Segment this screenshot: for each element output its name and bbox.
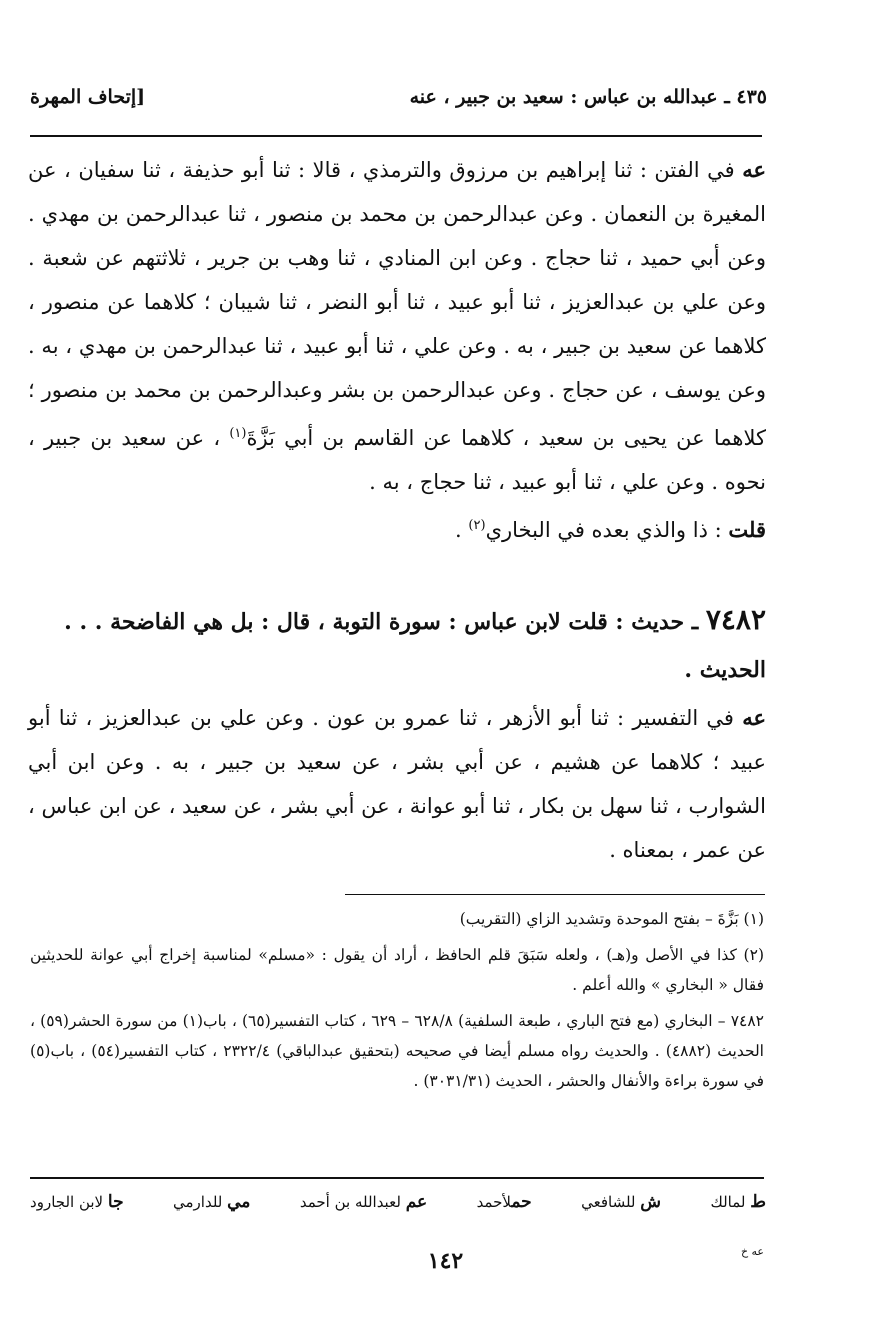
header-divider <box>30 135 762 137</box>
hadith-number: ٧٤٨٢ <box>705 603 766 636</box>
hadith-source-codes: عه خ <box>740 1245 764 1258</box>
book-title: [إتحاف المهرة <box>30 86 146 108</box>
abbreviation-item <box>477 1192 532 1228</box>
footnote-2: (٢) كذا في الأصل و(هـ) ، ولعله سَبَقَ قلم الحافظ ، أراد أن يقول : «مسلم» لمناسبة إخراج أبي عوانة للحديثين فقال « البخاري » والله أعلم . <box>30 946 764 994</box>
paragraph-1 <box>28 148 766 504</box>
abbreviation-item <box>30 1192 124 1228</box>
paragraph-2 <box>28 696 766 872</box>
note-lead: قلت <box>728 517 766 542</box>
source-siglum: عه <box>742 705 766 730</box>
paragraph-text-continued: ، عن سعيد بن جبير ، نحوه . وعن علي ، ثنا أبو عبيد ، ثنا حجاج ، به . <box>28 426 766 494</box>
abbreviations-key <box>30 1192 766 1228</box>
abbreviation-item <box>581 1192 661 1228</box>
abbreviation-code: ش <box>640 1192 662 1212</box>
main-text-block-2 <box>28 696 766 872</box>
chapter-title: ٤٣٥ ـ عبدالله بن عباس : سعيد بن جبير ، عنه <box>409 86 767 108</box>
footnotes <box>30 904 764 1102</box>
abbreviation-item <box>173 1192 250 1228</box>
footnote-1: (١) بَزَّةَ – بفتح الموحدة وتشديد الزاي (التقريب) <box>459 910 764 928</box>
main-text-block-1 <box>28 148 766 552</box>
hadith-heading-text: ـ حديث : قلت لابن عباس : سورة التوبة ، قال : بل هي الفاضحة . . . <box>64 609 699 635</box>
abbreviation-name: لأحمد <box>476 1193 512 1211</box>
source-siglum: عه <box>742 157 766 182</box>
abbreviation-name: لمالك <box>710 1193 746 1211</box>
note-text: : ذا والذي بعده في البخاري <box>485 518 722 542</box>
hadith-heading-line-1 <box>28 600 766 642</box>
page-number: ١٤٢ <box>427 1248 464 1274</box>
abbreviation-code: جا <box>107 1192 124 1212</box>
abbreviation-item <box>300 1192 427 1228</box>
abbreviation-name: للشافعي <box>581 1193 636 1211</box>
footnote-divider <box>345 894 765 895</box>
abbreviation-code: حم <box>511 1192 532 1212</box>
abbreviation-name: لعبدالله بن أحمد <box>299 1193 401 1211</box>
abbreviation-code: مي <box>227 1192 251 1212</box>
footnote-marker-1: (١) <box>229 426 247 441</box>
abbreviations-divider <box>30 1177 764 1179</box>
abbreviation-item <box>710 1192 766 1228</box>
footnote-marker-2: (٢) <box>468 518 486 533</box>
note-end: . <box>455 518 462 542</box>
abbreviation-name: للدارمي <box>173 1193 223 1211</box>
hadith-heading-line-2: الحديث . <box>684 657 766 683</box>
abbreviation-code: ط <box>750 1192 766 1212</box>
footnote-3: ٧٤٨٢ – البخاري (مع فتح الباري ، طبعة السلفية) ٦٢٨/٨ – ٦٢٩ ، كتاب التفسير(٦٥) ، باب(١) من سورة الحشر(٥٩) ، الحديث (٤٨٨٢) . والحديث رواه مسلم أيضا في صحيحه (بتحقيق عبدالباقي) ٢٣٢٢/٤ ، كتاب التفسير(٥٤) ، باب(٥) في سورة براءة والأنفال والحشر ، الحديث (٣٠٣١/٣١) . <box>30 1012 764 1090</box>
paragraph-text: في الفتن : ثنا إبراهيم بن مرزوق والترمذي ، قالا : ثنا أبو حذيفة ، ثنا سفيان ، عن المغيرة بن النعمان . وعن عبدالرحمن بن محمد بن منصور ، ثنا عبدالرحمن بن مهدي . وعن أبي حميد ، ثنا حجاج . وعن ابن المنادي ، ثنا وهب بن جرير ، ثلاثتهم عن شعبة . وعن علي بن عبدالعزيز ، ثنا أبو عبيد ، ثنا أبو النضر ، ثنا شيبان ؛ كلاهما عن منصور ، كلاهما عن سعيد بن جبير ، به . وعن علي ، ثنا أبو عبيد ، ثنا عبدالرحمن بن مهدي ، به . وعن يوسف ، عن حجاج . وعن عبدالرحمن بن بشر وعبدالرحمن بن محمد بن منصور ؛ كلاهما عن يحيى بن سعيد ، كلاهما عن القاسم بن أبي بَزَّةَ <box>28 158 766 450</box>
abbreviation-code: عم <box>405 1192 428 1212</box>
running-header <box>30 86 767 122</box>
note-paragraph <box>28 504 766 552</box>
paragraph-text: في التفسير : ثنا أبو الأزهر ، ثنا عمرو بن عون . وعن علي بن عبدالعزيز ، ثنا أبو عبيد ؛ كلاهما عن هشيم ، عن أبي بشر ، عن سعيد بن جبير ، به . وعن ابن أبي الشوارب ، ثنا سهل بن بكار ، ثنا أبو عوانة ، عن أبي بشر ، عن سعيد ، عن ابن عباس ، عن عمر ، بمعناه . <box>28 706 766 862</box>
abbreviation-name: لابن الجارود <box>30 1193 104 1211</box>
